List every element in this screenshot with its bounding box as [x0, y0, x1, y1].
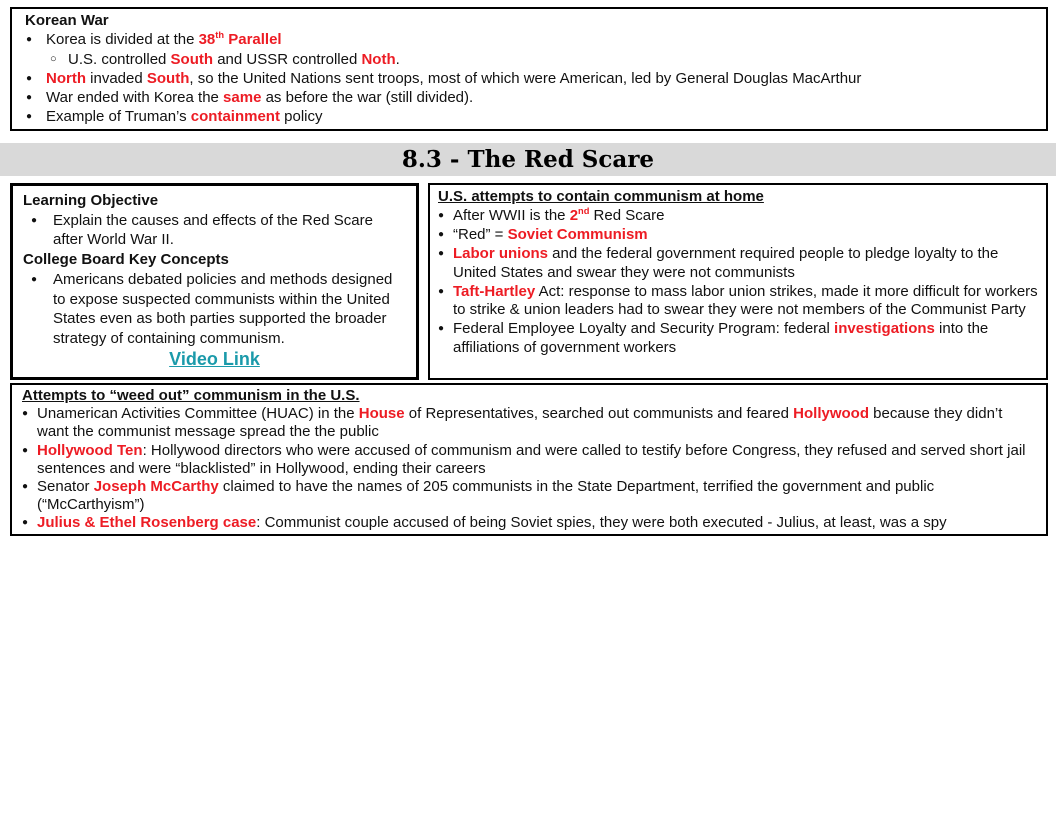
- weed-out-box: [10, 383, 1048, 536]
- list-item-text: Julius & Ethel Rosenberg case: Communist couple accused of being Soviet spies, they were both executed - Julius, at least, was a spy: [37, 514, 947, 532]
- list-item: [438, 207, 1038, 226]
- learning-objective-list: [23, 211, 406, 250]
- list-item: [438, 226, 1038, 245]
- list-item: [20, 69, 1038, 88]
- list-item-text: Americans debated policies and methods designed to expose suspected communists within the United States even as both parties supported the broader strategy of containing communism.: [53, 270, 393, 347]
- learning-objective-box: [10, 183, 419, 380]
- list-item-text: Labor unions and the federal government required people to pledge loyalty to the United States and swear they were not communists: [453, 244, 999, 281]
- list-item: [438, 245, 1038, 283]
- list-item: [438, 283, 1038, 321]
- list-item-text: Taft-Hartley Act: response to mass labor union strikes, made it more difficult for workers to strike & union leaders had to swear they were not members of the Communist Party: [453, 282, 1038, 319]
- list-item-text: U.S. controlled South and USSR controlled Noth.: [68, 50, 400, 68]
- section-title: 8.3 - The Red Scare: [401, 146, 655, 173]
- key-concepts-list: [23, 270, 406, 349]
- list-item-text: Explain the causes and effects of the Red Scare after World War II.: [53, 211, 373, 249]
- list-item-text: War ended with Korea the same as before the war (still divided).: [46, 89, 474, 107]
- section-banner: [0, 143, 1056, 176]
- contain-communism-list: [438, 207, 1038, 358]
- korean-war-box: [10, 7, 1048, 131]
- list-item-text: Hollywood Ten: Hollywood directors who were accused of communism and were called to testify before Congress, they refused and served short jail sentences and were “blacklisted” in Hollywood, ending their careers: [37, 441, 1026, 477]
- list-item-text: After WWII is the 2nd Red Scare: [453, 205, 665, 224]
- list-item: [20, 88, 1038, 107]
- weed-out-heading: Attempts to “weed out” communism in the U.S.: [22, 387, 360, 404]
- key-concepts-heading: College Board Key Concepts: [23, 251, 229, 269]
- list-item-text: North invaded South, so the United Nations sent troops, most of which were American, led by General Douglas MacArthur: [46, 69, 862, 87]
- korean-war-title: Korean War: [25, 12, 109, 29]
- list-item-text: Senator Joseph McCarthy claimed to have the names of 205 communists in the State Department, terrified the government and public (“McCarthyism”): [37, 478, 935, 514]
- list-item: [22, 514, 1032, 532]
- list-item: [20, 107, 1038, 126]
- list-item: [22, 405, 1032, 441]
- video-link-row: [23, 350, 406, 371]
- list-item-text: Unamerican Activities Committee (HUAC) in the House of Representatives, searched out communists and feared Hollywood because they didn’t want the communist message spread the the public: [37, 405, 1003, 441]
- list-item-text: “Red” = Soviet Communism: [453, 225, 648, 243]
- list-item-text: Example of Truman’s containment policy: [46, 108, 323, 126]
- list-item: [22, 442, 1032, 478]
- video-link[interactable]: Video Link: [169, 348, 260, 369]
- list-item-text: Korea is divided at the 38th Parallel: [46, 30, 282, 49]
- learning-objective-heading: Learning Objective: [23, 192, 159, 209]
- list-item: [22, 478, 1032, 514]
- weed-out-list: [22, 405, 1032, 532]
- contain-communism-box: [428, 183, 1048, 380]
- korean-war-list: [20, 30, 1038, 126]
- list-item: [20, 30, 1038, 49]
- list-item-text: Federal Employee Loyalty and Security Program: federal investigations into the affiliations of government workers: [453, 320, 989, 357]
- list-item-sub: [20, 50, 1038, 69]
- list-item: [23, 211, 406, 250]
- list-item: [23, 270, 406, 349]
- list-item: [438, 320, 1038, 358]
- contain-communism-heading: U.S. attempts to contain communism at home: [438, 188, 764, 205]
